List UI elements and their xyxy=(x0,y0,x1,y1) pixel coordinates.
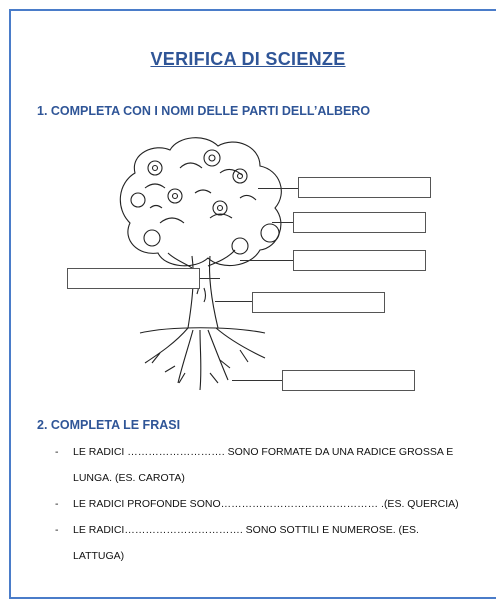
bullet-2: - xyxy=(55,498,59,510)
sentence-1: LE RADICI ………………………. SONO FORMATE DA UNA RADICE GROSSA E xyxy=(73,446,454,458)
leader-line-6 xyxy=(232,380,282,381)
label-box-3[interactable] xyxy=(293,250,426,271)
label-box-4[interactable] xyxy=(67,268,200,289)
page-title: VERIFICA DI SCIENZE xyxy=(150,49,346,69)
leader-line-5 xyxy=(215,301,252,302)
leader-line-4 xyxy=(200,278,220,279)
leader-line-3 xyxy=(240,260,293,261)
sentence-1-continued: LUNGA. (ES. CAROTA) xyxy=(73,472,185,484)
sentence-3-continued: LATTUGA) xyxy=(73,550,125,562)
exercise-2-heading: 2. COMPLETA LE FRASI xyxy=(37,418,181,432)
sentence-2: LE RADICI PROFONDE SONO……………………………………… .(ES. QUERCIA) xyxy=(73,498,459,510)
exercise-1-heading: 1. COMPLETA CON I NOMI DELLE PARTI DELL’ALBERO xyxy=(37,104,371,118)
label-box-1[interactable] xyxy=(298,177,431,198)
leader-line-1 xyxy=(258,188,298,189)
leader-line-2 xyxy=(272,222,293,223)
sentence-3: LE RADICI……………………………. SONO SOTTILI E NUMEROSE. (ES. xyxy=(73,524,419,536)
label-box-2[interactable] xyxy=(293,212,426,233)
label-box-6[interactable] xyxy=(282,370,415,391)
label-box-5[interactable] xyxy=(252,292,385,313)
bullet-1: - xyxy=(55,446,59,458)
bullet-3: - xyxy=(55,524,59,536)
